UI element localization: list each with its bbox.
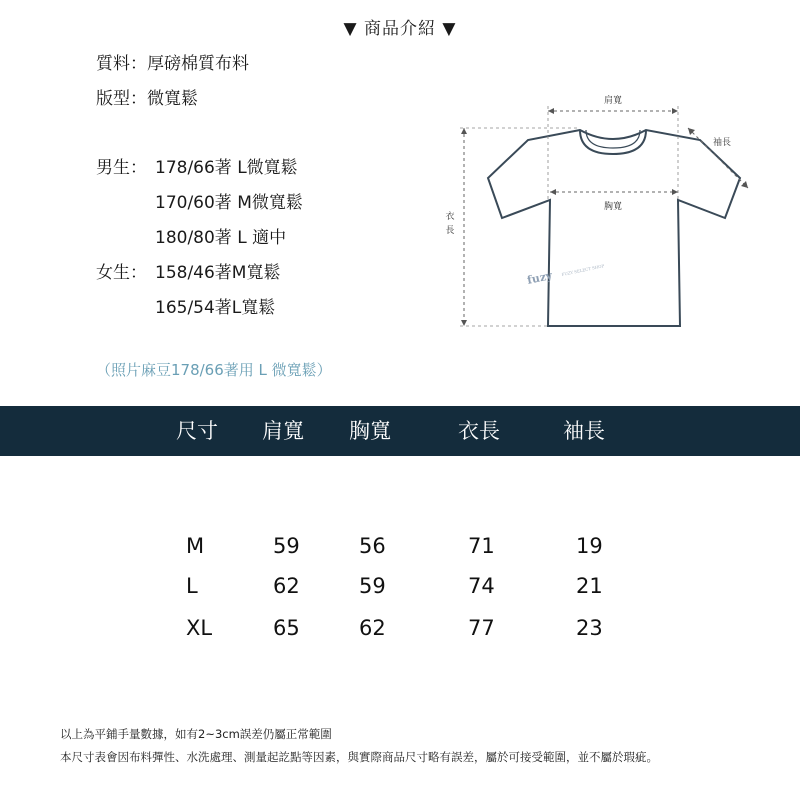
brand-tagline: FUZY SELECT SHOP <box>561 263 605 277</box>
row-l-size: L <box>186 574 198 598</box>
row-m-shoulder: 59 <box>273 534 300 558</box>
female-fit-2: 165/54著L寬鬆 <box>155 298 276 318</box>
photo-note: （照片麻豆178/66著用 L 微寬鬆） <box>96 361 332 379</box>
tshirt-outline <box>488 130 740 326</box>
row-m-sleeve: 19 <box>576 534 603 558</box>
female-fit-1: 158/46著M寬鬆 <box>155 263 281 283</box>
row-l-sleeve: 21 <box>576 574 603 598</box>
sleeve-label: 袖長 <box>712 138 732 148</box>
length-label-bottom: 長 <box>445 226 455 236</box>
shoulder-label: 肩寬 <box>603 96 623 106</box>
header-sleeve: 袖長 <box>563 419 605 443</box>
footnote-disclaimer: 本尺寸表會因布料彈性、水洗處理、測量起訖點等因素，與實際商品尺寸略有誤差，屬於可接受範圍，並不屬於瑕疵。 <box>60 750 658 764</box>
row-m-size: M <box>186 534 205 558</box>
row-l-length: 74 <box>468 574 495 598</box>
fit-text: 版型：微寬鬆 <box>96 89 198 109</box>
row-xl-chest: 62 <box>359 616 386 640</box>
row-xl-shoulder: 65 <box>273 616 300 640</box>
header-chest: 胸寬 <box>349 419 391 443</box>
female-label: 女生： <box>96 263 147 283</box>
row-xl-sleeve: 23 <box>576 616 603 640</box>
header-length: 衣長 <box>458 419 500 443</box>
header-shoulder: 肩寬 <box>262 419 304 443</box>
brand-logo: fuzy <box>525 268 554 287</box>
tshirt-diagram <box>430 88 770 338</box>
section-title: ▼ 商品介紹 ▼ <box>343 19 457 39</box>
footnote-measurement: 以上為平鋪手量數據，如有2~3cm誤差仍屬正常範圍 <box>60 727 332 741</box>
male-fit-3: 180/80著 L 適中 <box>155 228 287 248</box>
row-m-length: 71 <box>468 534 495 558</box>
material-text: 質料：厚磅棉質布料 <box>96 54 249 74</box>
row-m-chest: 56 <box>359 534 386 558</box>
row-l-shoulder: 62 <box>273 574 300 598</box>
male-fit-1: 178/66著 L微寬鬆 <box>155 158 298 178</box>
size-table-header <box>0 406 800 456</box>
chest-label: 胸寬 <box>603 202 623 212</box>
row-xl-length: 77 <box>468 616 495 640</box>
male-label: 男生： <box>96 158 147 178</box>
male-fit-2: 170/60著 M微寬鬆 <box>155 193 303 213</box>
length-label-top: 衣 <box>445 212 455 222</box>
row-xl-size: XL <box>186 616 213 640</box>
size-table-body <box>0 530 800 650</box>
row-l-chest: 59 <box>359 574 386 598</box>
header-size: 尺寸 <box>176 419 218 443</box>
